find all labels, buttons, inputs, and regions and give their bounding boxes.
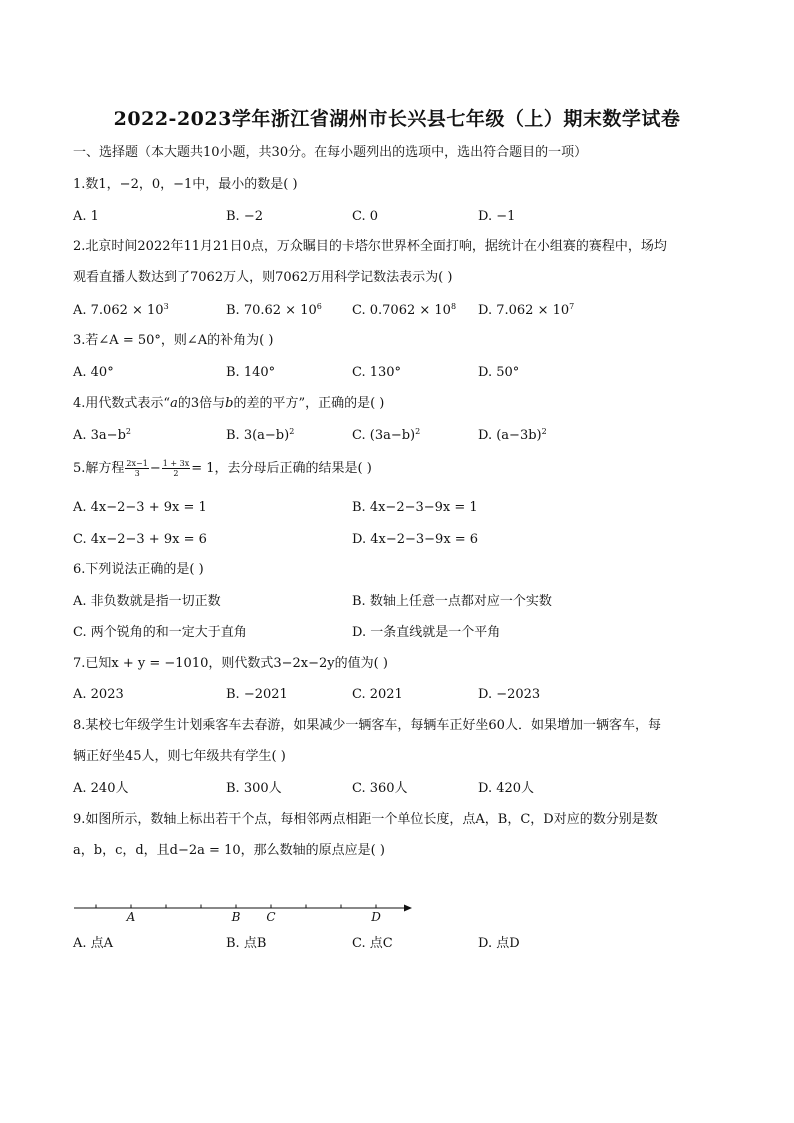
question-3: 3.若∠A = 50°，则∠A的补角为( ) — [73, 333, 274, 348]
axis-ticks — [96, 905, 376, 909]
q4-text-mid: 的3倍与 — [177, 396, 226, 411]
question-2-line-2: 观看直播人数达到了7062万人，则7062万用科学记数法表示为( ) — [73, 270, 453, 285]
q4-var-b: b — [225, 396, 234, 411]
q8-option-d[interactable]: D. 420人 — [478, 781, 535, 796]
q5-option-a[interactable]: A. 4x−2−3 + 9x = 1 — [73, 500, 207, 515]
q6-option-a[interactable]: A. 非负数就是指一切正数 — [73, 594, 221, 609]
q2-option-a-exp: 3 — [163, 302, 169, 311]
question-9-line-2: a，b，c，d，且d−2a = 10，那么数轴的原点应是( ) — [73, 843, 385, 858]
q5-option-c[interactable]: C. 4x−2−3 + 9x = 6 — [73, 532, 207, 547]
q5-frac1-numerator: 2x−1 — [126, 459, 148, 468]
question-8-line-2: 辆正好坐45人，则七年级共有学生( ) — [73, 749, 286, 764]
q2-option-d[interactable] — [478, 302, 574, 320]
q4-option-c-exp: 2 — [415, 427, 421, 436]
q8-option-c[interactable]: C. 360人 — [352, 781, 408, 796]
axis-label-c: C — [266, 910, 276, 924]
q2-option-d-exp: 7 — [569, 302, 575, 311]
q8-option-b[interactable]: B. 300人 — [226, 781, 282, 796]
question-2-line-1: 2.北京时间2022年11月21日0点，万众瞩目的卡塔尔世界杯全面打响，据统计在小组赛的赛程中，场均 — [73, 239, 667, 254]
q5-frac2-numerator: 1 + 3x — [162, 459, 190, 468]
q4-text-post: 的差的平方”，正确的是( ) — [233, 396, 385, 411]
q5-fraction-2 — [162, 459, 190, 478]
q2-option-b[interactable] — [226, 302, 322, 320]
q2-option-c-exp: 8 — [450, 302, 457, 311]
question-1: 1.数1，−2，0，−1中，最小的数是( ) — [73, 177, 298, 192]
q4-option-a-exp: 2 — [125, 427, 131, 436]
number-line-figure — [70, 896, 420, 926]
q2-option-b-exp: 6 — [316, 302, 322, 311]
q4-option-c-base: C. (3a−b) — [352, 428, 416, 443]
q5-text-pre: 5.解方程 — [73, 461, 125, 476]
q3-option-a[interactable]: A. 40° — [73, 365, 114, 380]
q9-option-b[interactable]: B. 点B — [226, 936, 267, 951]
q1-option-b[interactable]: B. −2 — [226, 209, 263, 224]
q2-option-d-base: D. 7.062 × 10 — [478, 303, 570, 318]
q4-option-b-exp: 2 — [289, 427, 295, 436]
q1-option-a[interactable]: A. 1 — [73, 209, 99, 224]
q4-option-b[interactable] — [226, 427, 294, 445]
q2-option-a-base: A. 7.062 × 10 — [73, 303, 164, 318]
q3-option-c[interactable]: C. 130° — [352, 365, 402, 380]
axis-label-a: A — [126, 910, 136, 924]
question-4 — [73, 395, 384, 413]
q4-var-a: a — [170, 396, 178, 411]
question-5 — [73, 459, 372, 478]
q4-text-pre: 4.用代数式表示“ — [73, 396, 171, 411]
section-heading: 一、选择题（本大题共10小题，共30分。在每小题列出的选项中，选出符合题目的一项） — [73, 145, 588, 160]
q8-option-a[interactable]: A. 240人 — [73, 781, 129, 796]
q6-option-d[interactable]: D. 一条直线就是一个平角 — [352, 625, 501, 640]
q3-option-b[interactable]: B. 140° — [226, 365, 276, 380]
q5-frac2-denominator: 2 — [173, 469, 179, 478]
question-6: 6.下列说法正确的是( ) — [73, 562, 204, 577]
q1-option-d[interactable]: D. −1 — [478, 209, 516, 224]
arrow-head-icon — [404, 905, 412, 912]
q5-frac1-denominator: 3 — [134, 469, 140, 478]
q9-option-c[interactable]: C. 点C — [352, 936, 393, 951]
q7-option-a[interactable]: A. 2023 — [73, 687, 124, 702]
axis-label-d: D — [371, 910, 381, 924]
q5-text-post: = 1，去分母后正确的结果是( ) — [191, 461, 372, 476]
exam-title: 2022-2023学年浙江省湖州市长兴县七年级（上）期末数学试卷 — [113, 108, 681, 130]
question-8-line-1: 8.某校七年级学生计划乘客车去春游，如果减少一辆客车，每辆车正好坐60人．如果增加一辆客车，每 — [73, 718, 661, 733]
q4-option-a[interactable] — [73, 427, 131, 445]
question-9-line-1: 9.如图所示，数轴上标出若干个点，每相邻两点相距一个单位长度，点A，B，C，D对应的数分别是数 — [73, 812, 658, 827]
q5-minus: − — [149, 461, 161, 476]
q7-option-c[interactable]: C. 2021 — [352, 687, 403, 702]
q4-option-a-base: A. 3a−b — [73, 428, 126, 443]
q4-option-d-exp: 2 — [541, 427, 547, 436]
q5-option-b[interactable]: B. 4x−2−3−9x = 1 — [352, 500, 478, 515]
q6-option-c[interactable]: C. 两个锐角的和一定大于直角 — [73, 625, 247, 640]
q2-option-c-base: C. 0.7062 × 10 — [352, 303, 451, 318]
q4-option-d[interactable] — [478, 427, 547, 445]
q6-option-b[interactable]: B. 数轴上任意一点都对应一个实数 — [352, 594, 552, 609]
q2-option-c[interactable] — [352, 302, 456, 320]
q7-option-d[interactable]: D. −2023 — [478, 687, 541, 702]
question-7: 7.已知x + y = −1010，则代数式3−2x−2y的值为( ) — [73, 656, 388, 671]
q5-option-d[interactable]: D. 4x−2−3−9x = 6 — [352, 532, 479, 547]
q2-option-a[interactable] — [73, 302, 169, 320]
q9-option-d[interactable]: D. 点D — [478, 936, 520, 951]
q4-option-c[interactable] — [352, 427, 420, 445]
axis-label-b: B — [231, 910, 241, 924]
q4-option-d-base: D. (a−3b) — [478, 428, 542, 443]
q9-option-a[interactable]: A. 点A — [73, 936, 114, 951]
q1-option-c[interactable]: C. 0 — [352, 209, 379, 224]
q7-option-b[interactable]: B. −2021 — [226, 687, 288, 702]
q2-option-b-base: B. 70.62 × 10 — [226, 303, 317, 318]
q4-option-b-base: B. 3(a−b) — [226, 428, 290, 443]
q5-fraction-1 — [125, 459, 148, 478]
q3-option-d[interactable]: D. 50° — [478, 365, 520, 380]
